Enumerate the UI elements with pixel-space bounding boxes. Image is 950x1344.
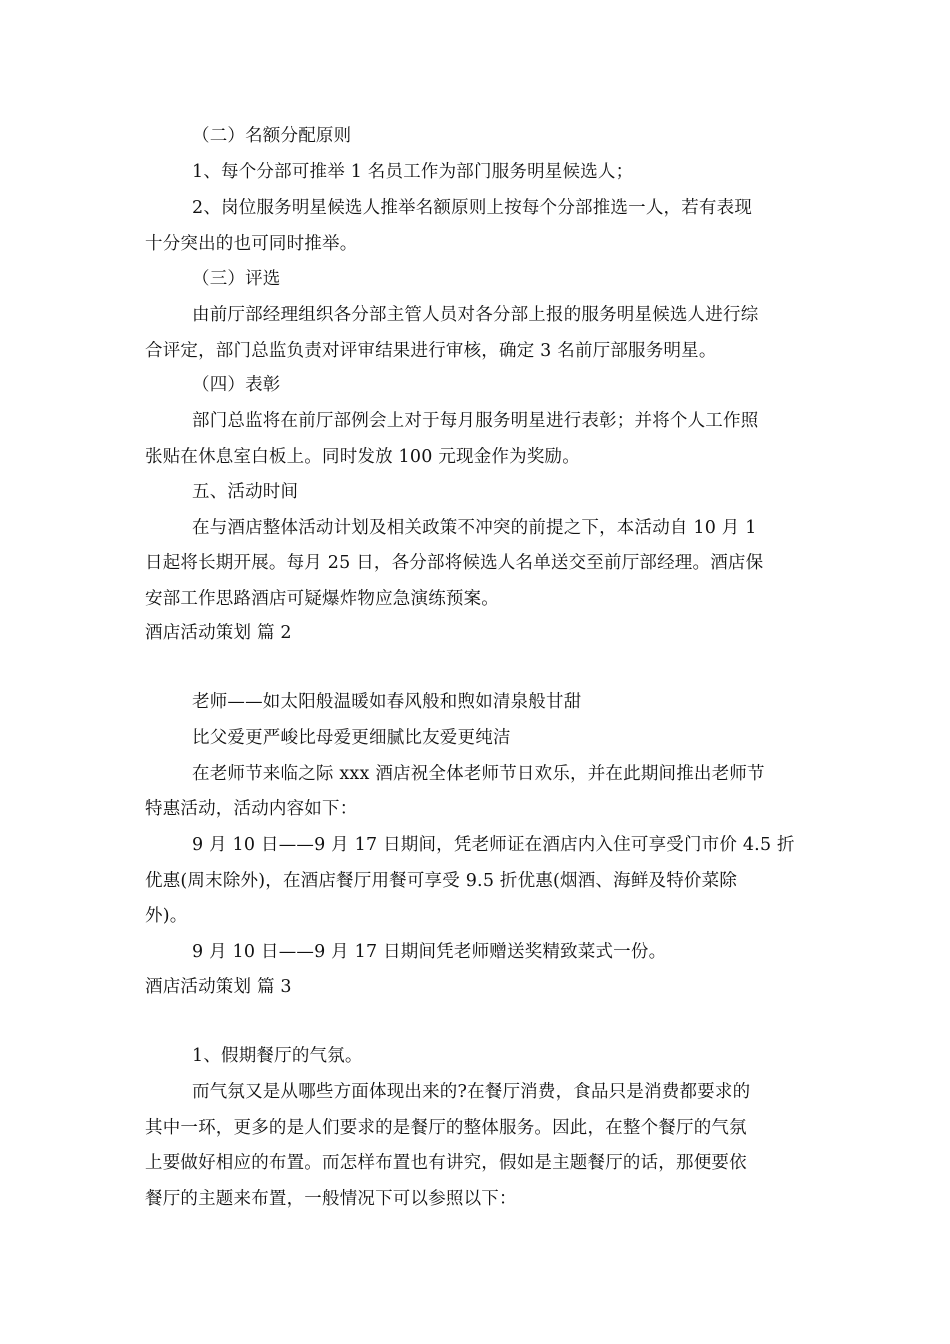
paragraph-line: 优惠(周末除外)，在酒店餐厅用餐可享受 9.5 折优惠(烟酒、海鲜及特价菜除 <box>145 871 738 891</box>
paragraph-line: 餐厅的主题来布置，一般情况下可以参照以下： <box>145 1189 517 1209</box>
paragraph-line: 张贴在休息室白板上。同时发放 100 元现金作为奖励。 <box>145 447 580 467</box>
paragraph-line: 比父爱更严峻比母爱更细腻比友爱更纯洁 <box>192 728 511 748</box>
paragraph-line: 外)。 <box>145 906 188 926</box>
paragraph-line: 部门总监将在前厅部例会上对于每月服务明星进行表彰；并将个人工作照 <box>192 411 759 431</box>
paragraph-line: 十分突出的也可同时推举。 <box>145 234 358 254</box>
section-title-part-3: 酒店活动策划 篇 3 <box>145 977 292 997</box>
subheading-commendation: （四）表彰 <box>192 375 281 395</box>
paragraph-line: 1、假期餐厅的气氛。 <box>192 1046 363 1066</box>
paragraph-line: 日起将长期开展。每月 25 日，各分部将候选人名单送交至前厅部经理。酒店保 <box>145 553 764 573</box>
paragraph-line: 其中一环，更多的是人们要求的是餐厅的整体服务。因此，在整个餐厅的气氛 <box>145 1118 747 1138</box>
paragraph-line: 在与酒店整体活动计划及相关政策不冲突的前提之下，本活动自 10 月 1 <box>192 518 757 538</box>
paragraph-line: 特惠活动，活动内容如下： <box>145 799 358 819</box>
subheading-activity-time: 五、活动时间 <box>192 482 299 502</box>
paragraph-line: 2、岗位服务明星候选人推举名额原则上按每个分部推选一人，若有表现 <box>192 198 753 218</box>
paragraph-line: 在老师节来临之际 xxx 酒店祝全体老师节日欢乐，并在此期间推出老师节 <box>192 764 765 784</box>
subheading-quota-principle: （二）名额分配原则 <box>192 126 352 146</box>
subheading-selection: （三）评选 <box>192 269 281 289</box>
paragraph-line: 安部工作思路酒店可疑爆炸物应急演练预案。 <box>145 589 499 609</box>
paragraph-line: 合评定，部门总监负责对评审结果进行审核，确定 3 名前厅部服务明星。 <box>145 341 717 361</box>
paragraph-line: 老师——如太阳般温暖如春风般和煦如清泉般甘甜 <box>192 692 582 712</box>
paragraph-line: 由前厅部经理组织各分部主管人员对各分部上报的服务明星候选人进行综 <box>192 305 759 325</box>
paragraph-line: 1、每个分部可推举 1 名员工作为部门服务明星候选人； <box>192 162 634 182</box>
paragraph-line: 上要做好相应的布置。而怎样布置也有讲究，假如是主题餐厅的话，那便要依 <box>145 1153 747 1173</box>
paragraph-line: 9 月 10 日——9 月 17 日期间，凭老师证在酒店内入住可享受门市价 4.5 折 <box>192 835 795 855</box>
paragraph-line: 而气氛又是从哪些方面体现出来的?在餐厅消费，食品只是消费都要求的 <box>192 1082 751 1102</box>
paragraph-line: 9 月 10 日——9 月 17 日期间凭老师赠送奖精致菜式一份。 <box>192 942 667 962</box>
section-title-part-2: 酒店活动策划 篇 2 <box>145 623 292 643</box>
